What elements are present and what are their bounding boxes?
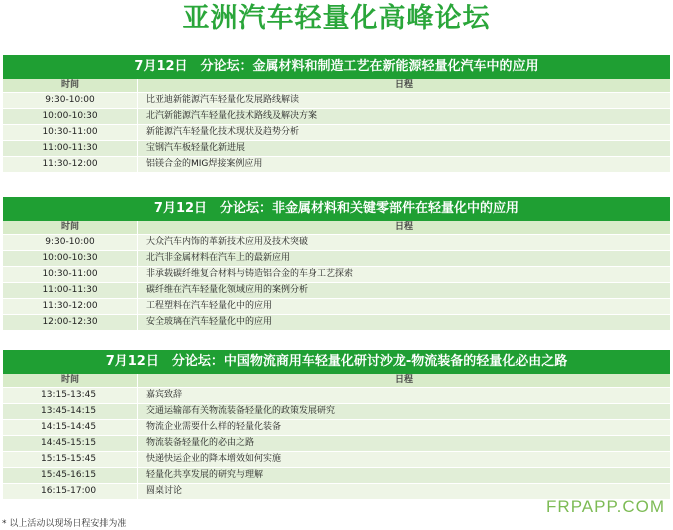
table-row [3,468,670,484]
column-header-row [3,79,670,93]
row-item: 北汽非金属材料在汽车上的最新应用 [137,251,670,266]
table-row [3,93,670,109]
row-item: 圆桌讨论 [137,484,670,499]
column-header-row [3,221,670,235]
row-time: 16:15-17:00 [41,486,97,496]
row-item: 交通运输部有关物流装备轻量化的政策发展研究 [137,404,670,419]
table-row [3,420,670,436]
table-row [3,436,670,452]
agenda-section-1 [3,55,670,173]
row-time: 13:45-14:15 [41,406,97,416]
column-header-time: 时间 [60,375,79,385]
row-item: 工程塑料在汽车轻量化中的应用 [137,299,670,314]
page-title: 亚洲汽车轻量化高峰论坛 [182,3,491,34]
table-row [3,452,670,468]
row-time: 15:45-16:15 [41,470,97,480]
row-item: 非承载碳纤维复合材料与铸造铝合金的车身工艺探索 [137,267,670,282]
row-time: 10:00-10:30 [42,253,98,263]
row-time: 14:45-15:15 [41,438,97,448]
row-item: 铝镁合金的MIG焊接案例应用 [137,157,670,172]
row-item: 轻量化共享发展的研究与理解 [137,468,670,483]
row-time: 14:15-14:45 [41,422,97,432]
row-item: 大众汽车内饰的革新技术应用及技术突破 [137,235,670,250]
row-item: 快递快运企业的降本增效如何实施 [137,452,670,467]
row-item: 比亚迪新能源汽车轻量化发展路线解读 [137,93,670,108]
row-item: 物流装备轻量化的必由之路 [137,436,670,451]
row-item: 安全玻璃在汽车轻量化中的应用 [137,315,670,330]
table-row [3,251,670,267]
section-header: 7月12日 分论坛：金属材料和制造工艺在新能源轻量化汽车中的应用 [3,55,670,79]
row-time: 15:15-15:45 [41,454,97,464]
column-header-schedule: 日程 [137,374,670,387]
row-item: 北汽新能源汽车轻量化技术路线及解决方案 [137,109,670,124]
table-row [3,109,670,125]
row-time: 9:30-10:00 [45,95,95,105]
table-row [3,299,670,315]
row-time: 12:00-12:30 [42,317,98,327]
column-header-row [3,374,670,388]
row-time: 11:00-11:30 [42,143,98,153]
row-item: 宝钢汽车板轻量化新进展 [137,141,670,156]
table-row [3,267,670,283]
table-row [3,125,670,141]
table-row [3,157,670,173]
table-row [3,388,670,404]
row-time: 10:30-11:00 [42,269,98,279]
row-time: 11:00-11:30 [42,285,98,295]
agenda-section-3 [3,350,670,500]
column-header-time: 时间 [60,80,79,90]
row-item: 物流企业需要什么样的轻量化装备 [137,420,670,435]
table-row [3,141,670,157]
table-row [3,315,670,331]
column-header-schedule: 日程 [137,221,670,234]
row-time: 9:30-10:00 [45,237,95,247]
row-time: 13:15-13:45 [41,390,97,400]
row-time: 10:30-11:00 [42,127,98,137]
row-item: 嘉宾致辞 [137,388,670,403]
agenda-section-2 [3,197,670,331]
column-header-schedule: 日程 [137,79,670,92]
section-header: 7月12日 分论坛：非金属材料和关键零部件在轻量化中的应用 [3,197,670,221]
footnote: * 以上活动以现场日程安排为准 [2,519,127,529]
row-item: 碳纤维在汽车轻量化领域应用的案例分析 [137,283,670,298]
table-row [3,235,670,251]
row-time: 10:00-10:30 [42,111,98,121]
row-time: 11:30-12:00 [42,301,98,311]
row-time: 11:30-12:00 [42,159,98,169]
table-row [3,404,670,420]
column-header-time: 时间 [60,222,79,232]
agenda-rows [3,93,670,173]
section-header: 7月12日 分论坛：中国物流商用车轻量化研讨沙龙-物流装备的轻量化必由之路 [3,350,670,374]
row-item: 新能源汽车轻量化技术现状及趋势分析 [137,125,670,140]
table-row [3,283,670,299]
agenda-rows [3,388,670,500]
site-watermark: FRPAPP.COM [546,497,665,516]
agenda-rows [3,235,670,331]
